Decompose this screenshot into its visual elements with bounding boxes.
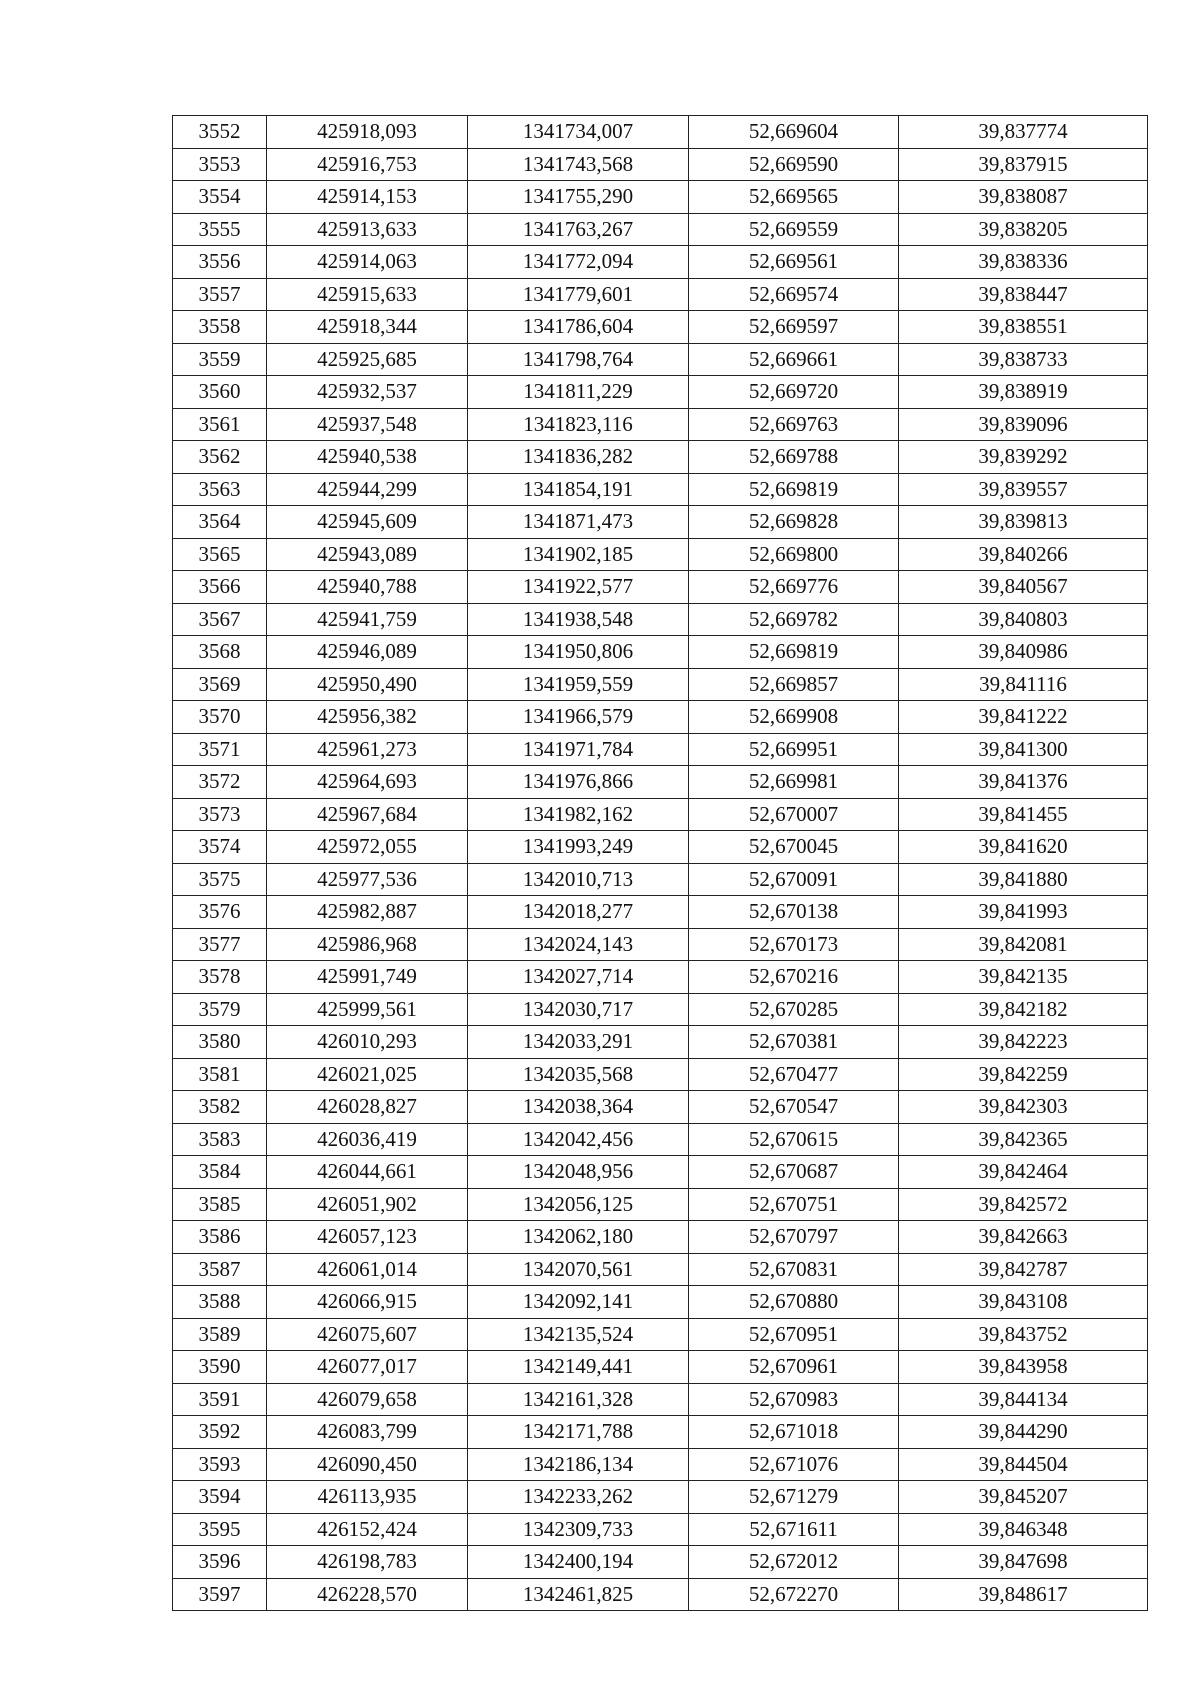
latitude-cell: 52,669763 xyxy=(689,408,899,441)
latitude-cell: 52,669819 xyxy=(689,636,899,669)
x-coordinate-cell: 426198,783 xyxy=(267,1546,468,1579)
y-coordinate-cell: 1341755,290 xyxy=(468,181,689,214)
point-number-cell: 3569 xyxy=(173,668,267,701)
y-coordinate-cell: 1342070,561 xyxy=(468,1253,689,1286)
point-number-cell: 3568 xyxy=(173,636,267,669)
latitude-cell: 52,670983 xyxy=(689,1383,899,1416)
x-coordinate-cell: 425937,548 xyxy=(267,408,468,441)
table-row xyxy=(173,1416,1148,1449)
y-coordinate-cell: 1342030,717 xyxy=(468,993,689,1026)
latitude-cell: 52,669597 xyxy=(689,311,899,344)
x-coordinate-cell: 426152,424 xyxy=(267,1513,468,1546)
longitude-cell: 39,838447 xyxy=(899,278,1148,311)
table-row xyxy=(173,506,1148,539)
y-coordinate-cell: 1341871,473 xyxy=(468,506,689,539)
point-number-cell: 3565 xyxy=(173,538,267,571)
point-number-cell: 3559 xyxy=(173,343,267,376)
point-number-cell: 3563 xyxy=(173,473,267,506)
y-coordinate-cell: 1342018,277 xyxy=(468,896,689,929)
x-coordinate-cell: 425943,089 xyxy=(267,538,468,571)
table-row xyxy=(173,1253,1148,1286)
x-coordinate-cell: 425956,382 xyxy=(267,701,468,734)
table-row xyxy=(173,1448,1148,1481)
point-number-cell: 3573 xyxy=(173,798,267,831)
table-row xyxy=(173,148,1148,181)
point-number-cell: 3572 xyxy=(173,766,267,799)
y-coordinate-cell: 1341950,806 xyxy=(468,636,689,669)
longitude-cell: 39,841376 xyxy=(899,766,1148,799)
latitude-cell: 52,669782 xyxy=(689,603,899,636)
y-coordinate-cell: 1341811,229 xyxy=(468,376,689,409)
longitude-cell: 39,841455 xyxy=(899,798,1148,831)
latitude-cell: 52,670961 xyxy=(689,1351,899,1384)
table-row xyxy=(173,343,1148,376)
x-coordinate-cell: 426075,607 xyxy=(267,1318,468,1351)
longitude-cell: 39,842182 xyxy=(899,993,1148,1026)
point-number-cell: 3587 xyxy=(173,1253,267,1286)
x-coordinate-cell: 425932,537 xyxy=(267,376,468,409)
latitude-cell: 52,670547 xyxy=(689,1091,899,1124)
table-row xyxy=(173,116,1148,149)
table-row xyxy=(173,571,1148,604)
x-coordinate-cell: 425913,633 xyxy=(267,213,468,246)
longitude-cell: 39,841993 xyxy=(899,896,1148,929)
latitude-cell: 52,670216 xyxy=(689,961,899,994)
table-row xyxy=(173,1383,1148,1416)
longitude-cell: 39,842464 xyxy=(899,1156,1148,1189)
x-coordinate-cell: 425945,609 xyxy=(267,506,468,539)
longitude-cell: 39,843958 xyxy=(899,1351,1148,1384)
longitude-cell: 39,838087 xyxy=(899,181,1148,214)
x-coordinate-cell: 425946,089 xyxy=(267,636,468,669)
latitude-cell: 52,670173 xyxy=(689,928,899,961)
table-row xyxy=(173,863,1148,896)
longitude-cell: 39,838551 xyxy=(899,311,1148,344)
y-coordinate-cell: 1341902,185 xyxy=(468,538,689,571)
y-coordinate-cell: 1342461,825 xyxy=(468,1578,689,1611)
longitude-cell: 39,846348 xyxy=(899,1513,1148,1546)
y-coordinate-cell: 1342149,441 xyxy=(468,1351,689,1384)
point-number-cell: 3571 xyxy=(173,733,267,766)
x-coordinate-cell: 425967,684 xyxy=(267,798,468,831)
x-coordinate-cell: 426083,799 xyxy=(267,1416,468,1449)
longitude-cell: 39,845207 xyxy=(899,1481,1148,1514)
table-row xyxy=(173,1091,1148,1124)
latitude-cell: 52,669604 xyxy=(689,116,899,149)
table-row xyxy=(173,1123,1148,1156)
latitude-cell: 52,669561 xyxy=(689,246,899,279)
latitude-cell: 52,670951 xyxy=(689,1318,899,1351)
latitude-cell: 52,670751 xyxy=(689,1188,899,1221)
longitude-cell: 39,842135 xyxy=(899,961,1148,994)
latitude-cell: 52,669828 xyxy=(689,506,899,539)
y-coordinate-cell: 1341922,577 xyxy=(468,571,689,604)
point-number-cell: 3591 xyxy=(173,1383,267,1416)
latitude-cell: 52,671076 xyxy=(689,1448,899,1481)
point-number-cell: 3597 xyxy=(173,1578,267,1611)
latitude-cell: 52,670477 xyxy=(689,1058,899,1091)
longitude-cell: 39,840803 xyxy=(899,603,1148,636)
y-coordinate-cell: 1341982,162 xyxy=(468,798,689,831)
table-row xyxy=(173,278,1148,311)
longitude-cell: 39,843108 xyxy=(899,1286,1148,1319)
y-coordinate-cell: 1342027,714 xyxy=(468,961,689,994)
longitude-cell: 39,838733 xyxy=(899,343,1148,376)
table-row xyxy=(173,1351,1148,1384)
point-number-cell: 3595 xyxy=(173,1513,267,1546)
longitude-cell: 39,844290 xyxy=(899,1416,1148,1449)
table-row xyxy=(173,766,1148,799)
point-number-cell: 3552 xyxy=(173,116,267,149)
latitude-cell: 52,669908 xyxy=(689,701,899,734)
longitude-cell: 39,841620 xyxy=(899,831,1148,864)
longitude-cell: 39,837915 xyxy=(899,148,1148,181)
longitude-cell: 39,848617 xyxy=(899,1578,1148,1611)
x-coordinate-cell: 426036,419 xyxy=(267,1123,468,1156)
point-number-cell: 3584 xyxy=(173,1156,267,1189)
point-number-cell: 3553 xyxy=(173,148,267,181)
table-row xyxy=(173,701,1148,734)
y-coordinate-cell: 1342056,125 xyxy=(468,1188,689,1221)
table-row xyxy=(173,1513,1148,1546)
table-row xyxy=(173,668,1148,701)
y-coordinate-cell: 1341798,764 xyxy=(468,343,689,376)
longitude-cell: 39,842365 xyxy=(899,1123,1148,1156)
latitude-cell: 52,669788 xyxy=(689,441,899,474)
point-number-cell: 3593 xyxy=(173,1448,267,1481)
longitude-cell: 39,838205 xyxy=(899,213,1148,246)
table-row xyxy=(173,1026,1148,1059)
point-number-cell: 3576 xyxy=(173,896,267,929)
latitude-cell: 52,670615 xyxy=(689,1123,899,1156)
longitude-cell: 39,842081 xyxy=(899,928,1148,961)
point-number-cell: 3594 xyxy=(173,1481,267,1514)
x-coordinate-cell: 425991,749 xyxy=(267,961,468,994)
point-number-cell: 3588 xyxy=(173,1286,267,1319)
latitude-cell: 52,671018 xyxy=(689,1416,899,1449)
latitude-cell: 52,669981 xyxy=(689,766,899,799)
table-row xyxy=(173,603,1148,636)
table-row xyxy=(173,1221,1148,1254)
x-coordinate-cell: 426077,017 xyxy=(267,1351,468,1384)
x-coordinate-cell: 425941,759 xyxy=(267,603,468,636)
point-number-cell: 3590 xyxy=(173,1351,267,1384)
table-row xyxy=(173,441,1148,474)
table-row xyxy=(173,181,1148,214)
y-coordinate-cell: 1342092,141 xyxy=(468,1286,689,1319)
x-coordinate-cell: 426028,827 xyxy=(267,1091,468,1124)
x-coordinate-cell: 426079,658 xyxy=(267,1383,468,1416)
y-coordinate-cell: 1342048,956 xyxy=(468,1156,689,1189)
longitude-cell: 39,839813 xyxy=(899,506,1148,539)
table-row xyxy=(173,636,1148,669)
x-coordinate-cell: 425999,561 xyxy=(267,993,468,1026)
point-number-cell: 3557 xyxy=(173,278,267,311)
longitude-cell: 39,841300 xyxy=(899,733,1148,766)
x-coordinate-cell: 425925,685 xyxy=(267,343,468,376)
y-coordinate-cell: 1341993,249 xyxy=(468,831,689,864)
point-number-cell: 3596 xyxy=(173,1546,267,1579)
y-coordinate-cell: 1342233,262 xyxy=(468,1481,689,1514)
x-coordinate-cell: 425914,153 xyxy=(267,181,468,214)
table-row xyxy=(173,1286,1148,1319)
x-coordinate-cell: 426228,570 xyxy=(267,1578,468,1611)
x-coordinate-cell: 426090,450 xyxy=(267,1448,468,1481)
latitude-cell: 52,669720 xyxy=(689,376,899,409)
x-coordinate-cell: 426113,935 xyxy=(267,1481,468,1514)
table-row xyxy=(173,1156,1148,1189)
x-coordinate-cell: 425972,055 xyxy=(267,831,468,864)
table-row xyxy=(173,896,1148,929)
y-coordinate-cell: 1342038,364 xyxy=(468,1091,689,1124)
longitude-cell: 39,840266 xyxy=(899,538,1148,571)
latitude-cell: 52,670797 xyxy=(689,1221,899,1254)
point-number-cell: 3592 xyxy=(173,1416,267,1449)
x-coordinate-cell: 425940,538 xyxy=(267,441,468,474)
point-number-cell: 3561 xyxy=(173,408,267,441)
longitude-cell: 39,842663 xyxy=(899,1221,1148,1254)
point-number-cell: 3580 xyxy=(173,1026,267,1059)
y-coordinate-cell: 1342035,568 xyxy=(468,1058,689,1091)
longitude-cell: 39,842572 xyxy=(899,1188,1148,1221)
latitude-cell: 52,670285 xyxy=(689,993,899,1026)
y-coordinate-cell: 1342062,180 xyxy=(468,1221,689,1254)
latitude-cell: 52,670880 xyxy=(689,1286,899,1319)
table-row xyxy=(173,376,1148,409)
x-coordinate-cell: 425918,093 xyxy=(267,116,468,149)
table-row xyxy=(173,473,1148,506)
point-number-cell: 3574 xyxy=(173,831,267,864)
y-coordinate-cell: 1342161,328 xyxy=(468,1383,689,1416)
latitude-cell: 52,669951 xyxy=(689,733,899,766)
longitude-cell: 39,840986 xyxy=(899,636,1148,669)
latitude-cell: 52,669819 xyxy=(689,473,899,506)
x-coordinate-cell: 426066,915 xyxy=(267,1286,468,1319)
point-number-cell: 3566 xyxy=(173,571,267,604)
table-row xyxy=(173,246,1148,279)
table-row xyxy=(173,1578,1148,1611)
y-coordinate-cell: 1341971,784 xyxy=(468,733,689,766)
point-number-cell: 3581 xyxy=(173,1058,267,1091)
table-row xyxy=(173,733,1148,766)
point-number-cell: 3554 xyxy=(173,181,267,214)
y-coordinate-cell: 1342033,291 xyxy=(468,1026,689,1059)
latitude-cell: 52,670687 xyxy=(689,1156,899,1189)
latitude-cell: 52,670091 xyxy=(689,863,899,896)
latitude-cell: 52,670045 xyxy=(689,831,899,864)
y-coordinate-cell: 1342400,194 xyxy=(468,1546,689,1579)
longitude-cell: 39,839292 xyxy=(899,441,1148,474)
point-number-cell: 3555 xyxy=(173,213,267,246)
y-coordinate-cell: 1341786,604 xyxy=(468,311,689,344)
latitude-cell: 52,672012 xyxy=(689,1546,899,1579)
x-coordinate-cell: 425964,693 xyxy=(267,766,468,799)
latitude-cell: 52,669800 xyxy=(689,538,899,571)
longitude-cell: 39,844134 xyxy=(899,1383,1148,1416)
latitude-cell: 52,669565 xyxy=(689,181,899,214)
latitude-cell: 52,669776 xyxy=(689,571,899,604)
y-coordinate-cell: 1341779,601 xyxy=(468,278,689,311)
y-coordinate-cell: 1341959,559 xyxy=(468,668,689,701)
table-row xyxy=(173,213,1148,246)
y-coordinate-cell: 1341743,568 xyxy=(468,148,689,181)
latitude-cell: 52,670381 xyxy=(689,1026,899,1059)
y-coordinate-cell: 1342186,134 xyxy=(468,1448,689,1481)
table-row xyxy=(173,1481,1148,1514)
point-number-cell: 3585 xyxy=(173,1188,267,1221)
table-row xyxy=(173,1318,1148,1351)
coordinates-table xyxy=(172,115,1148,1611)
longitude-cell: 39,837774 xyxy=(899,116,1148,149)
longitude-cell: 39,841880 xyxy=(899,863,1148,896)
point-number-cell: 3575 xyxy=(173,863,267,896)
longitude-cell: 39,842787 xyxy=(899,1253,1148,1286)
x-coordinate-cell: 425982,887 xyxy=(267,896,468,929)
latitude-cell: 52,670831 xyxy=(689,1253,899,1286)
longitude-cell: 39,843752 xyxy=(899,1318,1148,1351)
point-number-cell: 3579 xyxy=(173,993,267,1026)
y-coordinate-cell: 1341836,282 xyxy=(468,441,689,474)
latitude-cell: 52,671611 xyxy=(689,1513,899,1546)
longitude-cell: 39,840567 xyxy=(899,571,1148,604)
table-row xyxy=(173,1058,1148,1091)
latitude-cell: 52,672270 xyxy=(689,1578,899,1611)
longitude-cell: 39,842259 xyxy=(899,1058,1148,1091)
longitude-cell: 39,839096 xyxy=(899,408,1148,441)
table-row xyxy=(173,993,1148,1026)
point-number-cell: 3556 xyxy=(173,246,267,279)
y-coordinate-cell: 1341772,094 xyxy=(468,246,689,279)
latitude-cell: 52,669574 xyxy=(689,278,899,311)
table-row xyxy=(173,1188,1148,1221)
point-number-cell: 3562 xyxy=(173,441,267,474)
point-number-cell: 3578 xyxy=(173,961,267,994)
y-coordinate-cell: 1342010,713 xyxy=(468,863,689,896)
x-coordinate-cell: 426010,293 xyxy=(267,1026,468,1059)
y-coordinate-cell: 1342024,143 xyxy=(468,928,689,961)
table-row xyxy=(173,798,1148,831)
longitude-cell: 39,841116 xyxy=(899,668,1148,701)
point-number-cell: 3564 xyxy=(173,506,267,539)
x-coordinate-cell: 425940,788 xyxy=(267,571,468,604)
point-number-cell: 3567 xyxy=(173,603,267,636)
point-number-cell: 3583 xyxy=(173,1123,267,1156)
x-coordinate-cell: 426061,014 xyxy=(267,1253,468,1286)
x-coordinate-cell: 426057,123 xyxy=(267,1221,468,1254)
point-number-cell: 3589 xyxy=(173,1318,267,1351)
y-coordinate-cell: 1341938,548 xyxy=(468,603,689,636)
latitude-cell: 52,671279 xyxy=(689,1481,899,1514)
y-coordinate-cell: 1341854,191 xyxy=(468,473,689,506)
x-coordinate-cell: 425944,299 xyxy=(267,473,468,506)
x-coordinate-cell: 425914,063 xyxy=(267,246,468,279)
point-number-cell: 3570 xyxy=(173,701,267,734)
y-coordinate-cell: 1342135,524 xyxy=(468,1318,689,1351)
table-row xyxy=(173,1546,1148,1579)
latitude-cell: 52,669590 xyxy=(689,148,899,181)
y-coordinate-cell: 1341966,579 xyxy=(468,701,689,734)
longitude-cell: 39,839557 xyxy=(899,473,1148,506)
table-row xyxy=(173,961,1148,994)
coordinates-table-body xyxy=(173,116,1148,1611)
latitude-cell: 52,670138 xyxy=(689,896,899,929)
longitude-cell: 39,847698 xyxy=(899,1546,1148,1579)
point-number-cell: 3582 xyxy=(173,1091,267,1124)
y-coordinate-cell: 1342171,788 xyxy=(468,1416,689,1449)
point-number-cell: 3560 xyxy=(173,376,267,409)
y-coordinate-cell: 1342309,733 xyxy=(468,1513,689,1546)
longitude-cell: 39,841222 xyxy=(899,701,1148,734)
table-row xyxy=(173,831,1148,864)
x-coordinate-cell: 425918,344 xyxy=(267,311,468,344)
x-coordinate-cell: 425977,536 xyxy=(267,863,468,896)
latitude-cell: 52,669857 xyxy=(689,668,899,701)
x-coordinate-cell: 425916,753 xyxy=(267,148,468,181)
longitude-cell: 39,842223 xyxy=(899,1026,1148,1059)
x-coordinate-cell: 426021,025 xyxy=(267,1058,468,1091)
latitude-cell: 52,669559 xyxy=(689,213,899,246)
longitude-cell: 39,838336 xyxy=(899,246,1148,279)
table-row xyxy=(173,311,1148,344)
point-number-cell: 3586 xyxy=(173,1221,267,1254)
x-coordinate-cell: 426044,661 xyxy=(267,1156,468,1189)
y-coordinate-cell: 1341976,866 xyxy=(468,766,689,799)
x-coordinate-cell: 426051,902 xyxy=(267,1188,468,1221)
y-coordinate-cell: 1341734,007 xyxy=(468,116,689,149)
y-coordinate-cell: 1341823,116 xyxy=(468,408,689,441)
x-coordinate-cell: 425950,490 xyxy=(267,668,468,701)
y-coordinate-cell: 1342042,456 xyxy=(468,1123,689,1156)
longitude-cell: 39,844504 xyxy=(899,1448,1148,1481)
y-coordinate-cell: 1341763,267 xyxy=(468,213,689,246)
x-coordinate-cell: 425915,633 xyxy=(267,278,468,311)
point-number-cell: 3577 xyxy=(173,928,267,961)
longitude-cell: 39,842303 xyxy=(899,1091,1148,1124)
table-row xyxy=(173,408,1148,441)
longitude-cell: 39,838919 xyxy=(899,376,1148,409)
point-number-cell: 3558 xyxy=(173,311,267,344)
table-row xyxy=(173,538,1148,571)
x-coordinate-cell: 425961,273 xyxy=(267,733,468,766)
table-row xyxy=(173,928,1148,961)
latitude-cell: 52,669661 xyxy=(689,343,899,376)
x-coordinate-cell: 425986,968 xyxy=(267,928,468,961)
latitude-cell: 52,670007 xyxy=(689,798,899,831)
